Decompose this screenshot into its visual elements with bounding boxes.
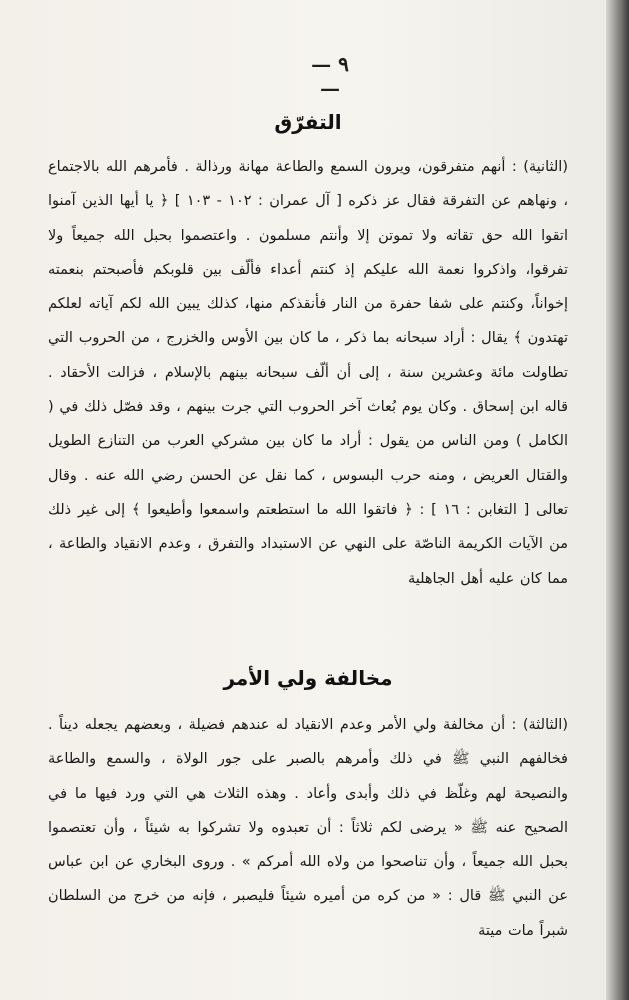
paragraph-second-point: (الثانية) : أنهم متفرقون، ويرون السمع والطاعة مهانة ورذالة . فأمرهم الله بالاجتماع ، ونهاهم عن التفرقة فقال عز ذكره [ آل عمران : ١٠٢ - ١٠٣ ] ﴿ يا أيها الذين آمنوا اتقوا الله حق تقاته ولا تموتن إلا وأنتم مسلمون . واعتصموا بحبل الله جميعاً ولا تفرقوا، واذكروا نعمة الله عليكم إذ كنتم أعداء فألّف بين قلوبكم فأصبحتم بنعمته إخواناً، وكنتم على شفا حفرة من النار فأنقذكم منها، كذلك يبين الله لكم آياته لعلكم تهتدون ﴾ يقال : أراد سبحانه بما ذكر ، ما كان بين الأوس والخزرج ، من الحروب التي تطاولت مائة وعشرين سنة ، إلى أن ألّف سبحانه بينهم بالإسلام ، فزالت الأحقاد . قاله ابن إسحاق . وكان يوم بُعاث آخر الحروب التي جرت بينهم ، وقد فصّل ذلك في ( الكامل ) ومن الناس من يقول : أراد ما كان بين مشركي العرب من التنازع الطويل والقتال العريض ، ومنه حرب البسوس ، كما نقل عن الحسن رضي الله عنه . وقال تعالى [ التغابن : ١٦ ] : ﴿ فاتقوا الله ما استطعتم واسمعوا وأطيعوا ﴾ إلى غير ذلك من الآيات الكريمة الناصّة على النهي عن الاستبداد والتفرق ، وعدم الانقياد والطاعة ، مما كان عليه أهل الجاهلية — [48, 159, 568, 587]
section-heading-disobedience: مخالفة ولي الأمر — [223, 666, 393, 690]
book-spine-edge — [606, 0, 629, 1000]
section-heading-dispersion: التفرّق — [274, 110, 342, 134]
paragraph-third-point: (الثالثة) : أن مخالفة ولي الأمر وعدم الانقياد له عندهم فضيلة ، وبعضهم يجعله ديناً . فخالفهم النبي ﷺ في ذلك وأمرهم بالصبر على جور الولاة ، والسمع والطاعة والنصيحة لهم وغلّظ في ذلك وأبدى وأعاد . وهذه الثلاث هي التي ورد فيها ما في الصحيح عنه ﷺ « يرضى لكم ثلاثاً : أن تعبدوه ولا تشركوا به شيئاً ، وأن تعتصموا بحبل الله جميعاً ، وأن تناصحوا من ولاه الله أمركم » . وروى البخاري عن ابن عباس عن النبي ﷺ قال : « من كره من أميره شيئاً فليصبر ، فإنه من خرج من السلطان شبراً مات ميتة — [48, 717, 568, 939]
page-number: — ٩ — — [311, 52, 349, 100]
